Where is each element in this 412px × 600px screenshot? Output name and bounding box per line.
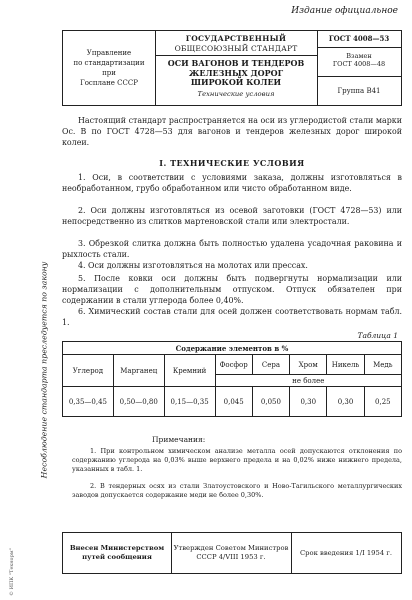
paragraph-1: 1. Оси, в соответствии с условиями заказа, должны изготовляться в необработанном, грубо обработанном или чисто обработанном виде. [62,173,402,193]
issuing-authority: Управление по стандартизации при Госплане СССР [63,31,156,105]
col-header-chromium: Хром [290,355,327,375]
paragraph-2: 2. Оси должны изготовляться из осевой заготовки (ГОСТ 4728—53) или непосредственно из слитков мартеновской стали или электростали. [62,206,402,226]
composition-table [62,341,402,417]
col-header-silicon: Кремний [164,355,215,387]
document-title: ОСИ ВАГОНОВ И ТЕНДЕРОВ ЖЕЛЕЗНЫХ ДОРОГ ШИРОКОЙ КОЛЕИ [167,58,305,88]
document-subtitle: Технические условия [197,89,275,98]
paragraph-5: 5. После ковки оси должны быть подвергнуты нормализации или нормализации с дополнительным отпуском. Отпуск обязателен при содержании в стали углерода более 0,40%. [62,274,402,305]
publisher-stamp: © ИПК "Технорм" [9,548,15,596]
table-group-header: Содержание элементов в % [63,342,402,355]
table-cell: 0,35—0,45 [63,387,114,417]
standard-type-title: ГОСУДАРСТВЕННЫЙ [185,34,287,43]
section-title: I. ТЕХНИЧЕСКИЕ УСЛОВИЯ [159,158,305,168]
gost-number: ГОСТ 4008—53 [317,31,401,48]
table-cell: 0,25 [364,387,401,417]
limit-label: не более [215,375,401,387]
col-header-sulfur: Сера [252,355,289,375]
paragraph-6: 6. Химический состав стали для осей должен соответствовать нормам табл. 1. [62,307,402,327]
table-cell: 0,15—0,35 [164,387,215,417]
table-cell: 0,050 [252,387,289,417]
standard-header [62,30,402,106]
table-caption: Таблица 1 [357,331,398,340]
note-1: 1. При контрольном химическом анализе металла осей допускаются отклонения по содержанию углерода на 0,03% выше верхнего предела и на 0,02% ниже нижнего предела, указанных в табл. 1. [72,447,402,473]
paragraph-3: 3. Обрезкой слитка должна быть полностью удалена усадочная раковина и рыхлость стали. [62,239,402,259]
note-2: 2. В тендерных осях из стали Златоустовского и Ново-Тагильского металлургических заводов допускается содержание меди не более 0,30%. [72,482,402,499]
table-cell: 0,50—0,80 [113,387,164,417]
col-header-carbon: Углерод [63,355,114,387]
standard-type-subtitle: ОБЩЕСОЮЗНЫЙ СТАНДАРТ [174,44,298,53]
col-header-phosphorus: Фосфор [215,355,252,375]
table-cell: 0,30 [327,387,364,417]
col-header-copper: Медь [364,355,401,375]
table-cell: 0,30 [290,387,327,417]
effective-date: Срок введения 1/I 1954 г. [299,548,393,557]
col-header-nickel: Никель [327,355,364,375]
classification-group: Группа В41 [337,87,381,95]
approval-footer [62,532,402,574]
standard-number-block [317,31,401,105]
approved-by: Утвержден Советом Министров СССР 4/VIII 1953 г. [171,533,292,573]
notes-title: Примечания: [152,435,206,444]
edition-note: Издание официальное [291,6,398,16]
legal-warning-vertical: Несоблюдение стандарта преследуется по закону [39,261,49,479]
submitted-by: Внесен Министерством путей сообщения [63,533,172,573]
standard-title-block [155,31,318,105]
replaces-standard: Взамен ГОСТ 4008—48 [317,48,401,77]
paragraph-4: 4. Оси должны изготовляться на молотах или прессах. [78,261,308,270]
col-header-manganese: Марганец [113,355,164,387]
table-cell: 0,045 [215,387,252,417]
intro-paragraph: Настоящий стандарт распространяется на оси из углеродистой стали марки Ос. В по ГОСТ 4728—53 для вагонов и тендеров железных дорог широкой колеи. [62,116,402,147]
divider [155,55,317,56]
